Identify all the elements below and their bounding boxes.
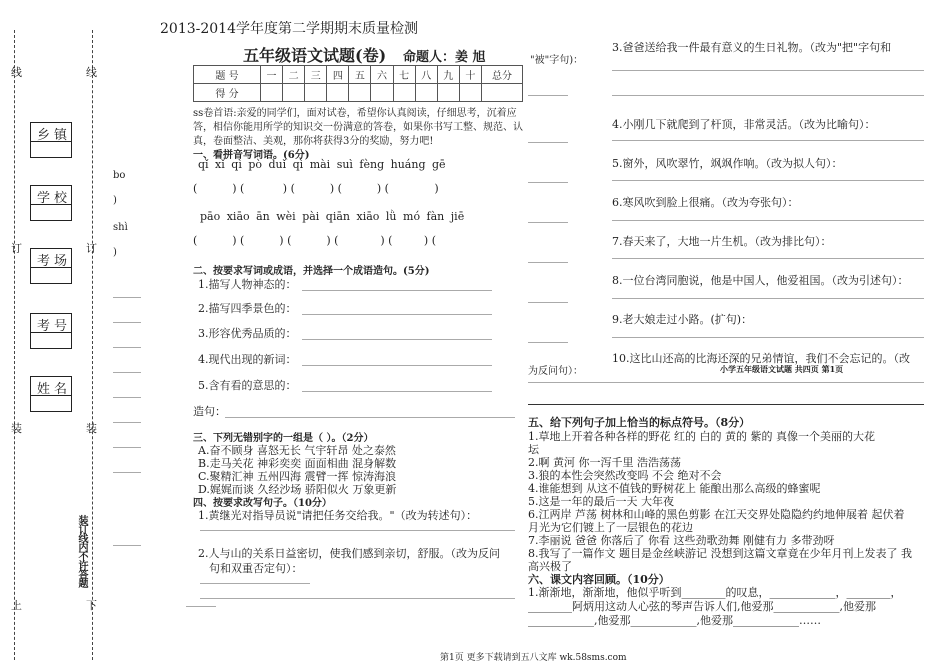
sec4-blank[interactable] — [612, 70, 924, 71]
field-box-number — [30, 313, 72, 349]
score-cell[interactable] — [482, 84, 523, 102]
sec2-item-2: 2.描写四季景色的： — [198, 302, 297, 315]
sec2-blank[interactable] — [302, 339, 492, 340]
left-frag-4: ) — [113, 247, 117, 258]
sec2-blank[interactable] — [302, 391, 492, 392]
score-row-label: 题 号 — [194, 66, 261, 84]
sec6-line-3: ____________,他爱那____________,他爱那____________…… — [528, 614, 821, 627]
score-col: 八 — [415, 66, 437, 84]
sec2-title: 二、按要求写词或成语，并选择一个成语造句。(5分) — [193, 266, 430, 277]
sec2-sentence: 造句： — [193, 405, 226, 418]
left-blank-1[interactable] — [113, 297, 141, 298]
line-char-left: 线 — [11, 66, 22, 79]
sec4-q7: 7.春天来了，大地一片生机。（改为排比句）： — [612, 235, 832, 248]
sec4-q2a: 2.人与山的关系日益密切，使我们感到亲切，舒服。（改为反问 — [198, 547, 500, 560]
sec4-title: 四、按要求改写句子。（10分） — [193, 498, 332, 509]
sec4-q9: 9.老大娘走过小路。(扩句)： — [612, 313, 753, 326]
sec4-q10a: 10.这比山还高的比海还深的兄弟情谊，我们不会忘记的。（改 — [612, 352, 910, 365]
left-frag-2: ) — [113, 195, 117, 206]
left-blank-10[interactable] — [186, 606, 216, 607]
sec4-q8: 8.一位台湾同胞说，他是中国人，他爱祖国。（改为引述句）： — [612, 274, 909, 287]
score-cell[interactable] — [393, 84, 415, 102]
score-cell[interactable] — [327, 84, 349, 102]
mid-blank[interactable] — [528, 142, 568, 143]
sec5-item: 4.谁能想到 从这不值钱的野树花上 能酿出那么高级的蜂蜜呢 — [528, 482, 821, 495]
score-cell[interactable] — [437, 84, 459, 102]
tie-char-left: 订 — [11, 242, 22, 255]
sec3-option-a[interactable]: A.奋不顾身 喜怒无长 气宇轩昂 处之泰然 — [198, 444, 396, 457]
score-col: 四 — [327, 66, 349, 84]
sec5-item: 3.狼的本性会突然改变吗 不会 绝对不会 — [528, 469, 722, 482]
field-label-school: 学校 — [37, 191, 72, 206]
sec4-q1: 1.黄继光对指导员说"请把任务交给我。"（改为转述句）： — [198, 509, 478, 522]
score-col: 七 — [393, 66, 415, 84]
sec4-q6: 6.寒风吹到脸上很痛。（改为夸张句）： — [612, 196, 799, 209]
sec5-item: 5.这是一年的最后一天 大年夜 — [528, 495, 674, 508]
sec6-line-2: ________阿炳用这动人心弦的琴声告诉人们,他爱那____________,他爱那 — [528, 600, 876, 613]
score-cell[interactable] — [349, 84, 371, 102]
sec3-option-c[interactable]: C.聚精汇神 五州四海 震臂一挥 惊涛海浪 — [198, 470, 397, 483]
paper-title: 五年级语文试题(卷) — [243, 46, 387, 65]
sec4-blank[interactable] — [612, 220, 924, 221]
left-blank-9[interactable] — [113, 545, 141, 546]
sec4-blank[interactable] — [612, 140, 924, 141]
sec5-item: 高兴极了 — [528, 560, 572, 573]
score-col: 三 — [305, 66, 327, 84]
sec4-q5: 5.窗外，风吹翠竹，飒飒作响。（改为拟人句）： — [612, 157, 843, 170]
score-cell[interactable] — [371, 84, 393, 102]
field-label-number: 考号 — [37, 319, 72, 334]
sec5-item: 6.江两岸 芦荡 树林和山峰的黑色剪影 在江天交界处隐隐约约地伸展着 起伏着 — [528, 508, 905, 521]
intro-line-3: 真，卷面整洁、美观，那你将获得3分的奖励，努力吧! — [193, 136, 434, 147]
sec6-title: 六、课文内容回顾。（10分） — [528, 573, 670, 586]
intro-line-2: 答，相信你能用所学的知识交一份满意的答卷，如果你书写工整、规范、认 — [193, 122, 523, 133]
sec5-item: 8.我写了一篇作文 题目是金丝峡游记 没想到这篇文章竟在少年月刊上发表了 我 — [528, 547, 912, 560]
bind-char-right: 装 — [86, 422, 97, 435]
binding-line-inner — [92, 30, 93, 660]
sec3-title: 三、下列无错别字的一组是（ ）。（2分） — [193, 433, 374, 444]
line-char-right: 线 — [86, 66, 97, 79]
score-col: 九 — [437, 66, 459, 84]
sec1-title: 一、看拼音写词语。(6分) — [193, 150, 310, 161]
sec4-blank[interactable] — [528, 382, 924, 383]
exam-title: 2013-2014学年度第二学期期末质量检测 — [160, 21, 418, 37]
score-col: 十 — [459, 66, 481, 84]
sec1-brackets-2: ( ) ( ) ( ) ( ) ( ) ( — [193, 234, 437, 247]
sec4-blank[interactable] — [612, 95, 924, 96]
sec2-item-5: 5.含有看的意思的： — [198, 379, 297, 392]
tie-char-right: 订 — [86, 242, 97, 255]
sec4-q2c: "被"字句)： — [530, 55, 584, 66]
sec4-q3: 3.爸爸送给我一件最有意义的生日礼物。（改为"把"字句和 — [612, 41, 892, 54]
score-cell[interactable] — [305, 84, 327, 102]
mid-blank[interactable] — [528, 262, 568, 263]
sec4-q4: 4.小刚几下就爬到了杆顶，非常灵活。（改为比喻句）： — [612, 118, 876, 131]
field-box-township — [30, 122, 72, 158]
score-table — [193, 65, 523, 102]
author-label: 命题人：姜 旭 — [403, 50, 486, 65]
sec5-item: 2.啊 黄河 你一泻千里 浩浩荡荡 — [528, 456, 681, 469]
score-cell[interactable] — [459, 84, 481, 102]
sec4-q2b: 句和双重否定句）： — [209, 562, 303, 575]
sec1-pinyin-1: qǐ xǐ qì pò duǐ qì mài suì fèng huáng gē — [198, 158, 446, 171]
mid-blank[interactable] — [528, 182, 568, 183]
sec2-item-3: 3.形容优秀品质的： — [198, 327, 297, 340]
mid-blank[interactable] — [528, 95, 568, 96]
score-row-label: 得 分 — [194, 84, 261, 102]
left-blank-6[interactable] — [113, 422, 141, 423]
sec3-option-b[interactable]: B.走马关花 神彩奕奕 面面相曲 混身解数 — [198, 457, 397, 470]
down-char: 下 — [86, 599, 97, 612]
sec3-option-d[interactable]: D.娓娓而谈 久经沙场 骄阳似火 万象更新 — [198, 483, 397, 496]
sec4-blank[interactable] — [200, 530, 515, 531]
sec4-blank[interactable] — [612, 180, 924, 181]
sec4-blank[interactable] — [200, 598, 515, 599]
left-blank-3[interactable] — [113, 347, 141, 348]
sec2-blank[interactable] — [302, 365, 492, 366]
binding-note: 装订线内不许答题 — [76, 515, 87, 587]
sec2-blank[interactable] — [302, 290, 492, 291]
field-label-name: 姓名 — [37, 382, 72, 397]
left-blank-2[interactable] — [113, 322, 141, 323]
sec4-blank[interactable] — [200, 583, 310, 584]
field-box-room — [30, 248, 72, 284]
sec5-title: 五、给下列句子加上恰当的标点符号。（8分） — [528, 416, 751, 429]
section-divider — [528, 404, 924, 405]
sec4-q10b: 为反问句）： — [528, 366, 583, 377]
sec5-item: 1.草地上开着各种各样的野花 红的 白的 黄的 紫的 真像一个美丽的大花 — [528, 430, 875, 443]
score-cell[interactable] — [415, 84, 437, 102]
page-footer: 第1页 更多下载请到五八文库 wk.58sms.com — [440, 653, 627, 663]
sec2-item-4: 4.现代出现的新词： — [198, 353, 297, 366]
left-blank-4[interactable] — [113, 372, 141, 373]
score-cell[interactable] — [261, 84, 283, 102]
left-blank-8[interactable] — [113, 472, 141, 473]
score-col: 六 — [371, 66, 393, 84]
field-box-name — [30, 376, 72, 412]
field-label-room: 考场 — [37, 254, 72, 269]
binding-line-outer — [14, 30, 15, 660]
field-box-school — [30, 185, 72, 221]
sec5-item: 7.李丽说 爸爸 你落后了 你看 这些劲歌劲舞 刚健有力 多带劲呀 — [528, 534, 835, 547]
sec4-blank[interactable] — [612, 298, 924, 299]
left-frag-1: bo — [113, 170, 126, 181]
sec2-item-1: 1.描写人物神态的： — [198, 278, 297, 291]
left-blank-5[interactable] — [113, 397, 141, 398]
score-cell[interactable] — [283, 84, 305, 102]
sec5-item: 坛 — [528, 443, 539, 456]
sec2-sentence-blank[interactable] — [225, 417, 515, 418]
left-blank-7[interactable] — [113, 447, 141, 448]
sec1-pinyin-2: pāo xiāo ān wèi pài qiān xiāo lǜ mó fàn jiē — [200, 210, 465, 223]
sec2-blank[interactable] — [302, 314, 492, 315]
intro-line-1: ss卷首语:亲爱的同学们，面对试卷，希望你认真阅读，仔细思考，沉着应 — [193, 108, 517, 119]
score-col: 五 — [349, 66, 371, 84]
score-col: 一 — [261, 66, 283, 84]
sec1-brackets-1: ( ) ( ) ( ) ( ) ( ) — [193, 182, 439, 195]
page-footer-mid: 小学五年级语文试题 共四页 第1页 — [720, 364, 844, 374]
sec6-line-1: 1.渐渐地，渐渐地，他似乎听到________的叹息，____________，________， — [528, 586, 902, 599]
mid-blank[interactable] — [528, 222, 568, 223]
bind-char-left: 装 — [11, 422, 22, 435]
sec5-item: 月光为它们镀上了一层银色的花边 — [528, 521, 693, 534]
mid-blank[interactable] — [528, 342, 568, 343]
sec4-blank[interactable] — [612, 337, 924, 338]
score-total-label: 总分 — [482, 66, 523, 84]
score-col: 二 — [283, 66, 305, 84]
field-label-township: 乡镇 — [37, 128, 72, 143]
sec4-blank[interactable] — [612, 258, 924, 259]
mid-blank[interactable] — [528, 302, 568, 303]
up-char: 上 — [11, 599, 22, 612]
left-frag-3: shì — [113, 222, 128, 233]
